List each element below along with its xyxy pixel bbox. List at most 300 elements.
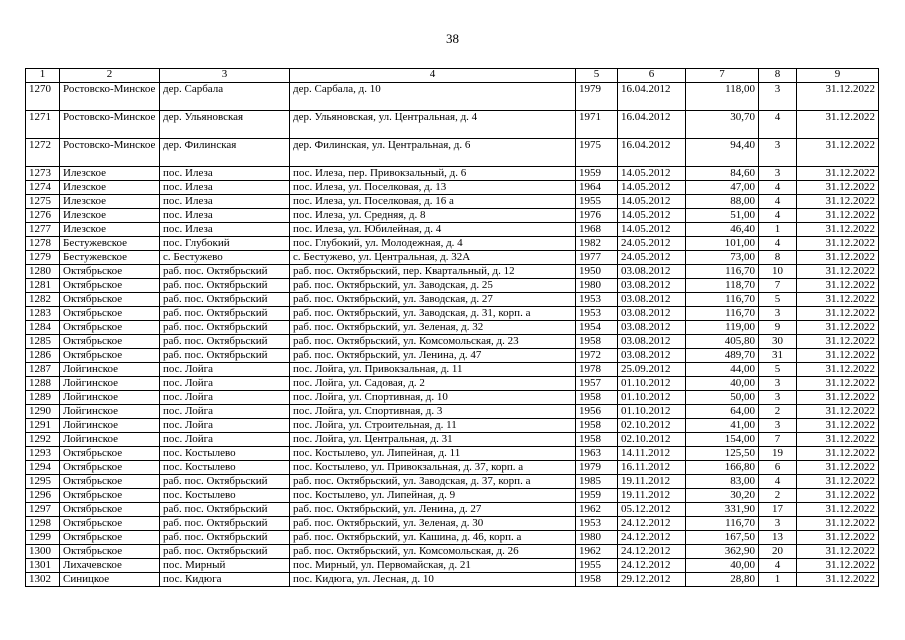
count-cell: 30 [759, 335, 797, 349]
row-number-cell: 1279 [26, 251, 60, 265]
date-cell: 14.05.2012 [618, 195, 686, 209]
date-cell: 16.04.2012 [618, 83, 686, 111]
settlement-cell: Лойгинское [60, 419, 160, 433]
table-row [26, 433, 879, 447]
table-row [26, 195, 879, 209]
column-number: 6 [618, 69, 686, 83]
settlement-cell: Лойгинское [60, 405, 160, 419]
address-cell: дер. Ульяновская, ул. Центральная, д. 4 [290, 111, 576, 139]
deadline-cell: 31.12.2022 [797, 293, 879, 307]
year-built-cell: 1953 [576, 517, 618, 531]
row-number-cell: 1283 [26, 307, 60, 321]
deadline-cell: 31.12.2022 [797, 391, 879, 405]
count-cell: 5 [759, 293, 797, 307]
year-built-cell: 1956 [576, 405, 618, 419]
deadline-cell: 31.12.2022 [797, 517, 879, 531]
year-built-cell: 1958 [576, 419, 618, 433]
settlement-cell: Илезское [60, 195, 160, 209]
date-cell: 03.08.2012 [618, 293, 686, 307]
count-cell: 10 [759, 265, 797, 279]
locality-cell: раб. пос. Октябрьский [160, 545, 290, 559]
year-built-cell: 1954 [576, 321, 618, 335]
date-cell: 14.05.2012 [618, 209, 686, 223]
row-number-cell: 1272 [26, 139, 60, 167]
row-number-cell: 1299 [26, 531, 60, 545]
count-cell: 4 [759, 111, 797, 139]
settlement-cell: Октябрьское [60, 293, 160, 307]
deadline-cell: 31.12.2022 [797, 349, 879, 363]
year-built-cell: 1962 [576, 503, 618, 517]
settlement-cell: Лихачевское [60, 559, 160, 573]
settlement-cell: Октябрьское [60, 349, 160, 363]
count-cell: 1 [759, 573, 797, 587]
address-cell: раб. пос. Октябрьский, ул. Заводская, д. 31, корп. а [290, 307, 576, 321]
row-number-cell: 1273 [26, 167, 60, 181]
area-cell: 51,00 [686, 209, 759, 223]
row-number-cell: 1270 [26, 83, 60, 111]
table-row [26, 391, 879, 405]
settlement-cell: Октябрьское [60, 307, 160, 321]
column-number: 8 [759, 69, 797, 83]
table-row [26, 335, 879, 349]
count-cell: 7 [759, 279, 797, 293]
address-cell: пос. Костылево, ул. Липейная, д. 11 [290, 447, 576, 461]
count-cell: 20 [759, 545, 797, 559]
year-built-cell: 1955 [576, 195, 618, 209]
address-cell: пос. Илеза, ул. Юбилейная, д. 4 [290, 223, 576, 237]
address-cell: раб. пос. Октябрьский, ул. Заводская, д. 27 [290, 293, 576, 307]
date-cell: 01.10.2012 [618, 391, 686, 405]
date-cell: 03.08.2012 [618, 349, 686, 363]
deadline-cell: 31.12.2022 [797, 195, 879, 209]
year-built-cell: 1975 [576, 139, 618, 167]
settlement-cell: Бестужевское [60, 237, 160, 251]
table-row [26, 461, 879, 475]
address-cell: пос. Лойга, ул. Спортивная, д. 3 [290, 405, 576, 419]
year-built-cell: 1959 [576, 489, 618, 503]
settlement-cell: Октябрьское [60, 335, 160, 349]
address-cell: пос. Лойга, ул. Садовая, д. 2 [290, 377, 576, 391]
locality-cell: раб. пос. Октябрьский [160, 475, 290, 489]
area-cell: 47,00 [686, 181, 759, 195]
row-number-cell: 1294 [26, 461, 60, 475]
date-cell: 03.08.2012 [618, 321, 686, 335]
date-cell: 14.05.2012 [618, 167, 686, 181]
settlement-cell: Лойгинское [60, 377, 160, 391]
date-cell: 19.11.2012 [618, 489, 686, 503]
area-cell: 101,00 [686, 237, 759, 251]
year-built-cell: 1980 [576, 531, 618, 545]
deadline-cell: 31.12.2022 [797, 489, 879, 503]
area-cell: 50,00 [686, 391, 759, 405]
table-row [26, 573, 879, 587]
area-cell: 40,00 [686, 559, 759, 573]
area-cell: 166,80 [686, 461, 759, 475]
area-cell: 119,00 [686, 321, 759, 335]
table-row [26, 503, 879, 517]
count-cell: 2 [759, 405, 797, 419]
area-cell: 331,90 [686, 503, 759, 517]
date-cell: 02.10.2012 [618, 433, 686, 447]
year-built-cell: 1958 [576, 573, 618, 587]
locality-cell: раб. пос. Октябрьский [160, 517, 290, 531]
count-cell: 5 [759, 363, 797, 377]
settlement-cell: Лойгинское [60, 363, 160, 377]
area-cell: 116,70 [686, 293, 759, 307]
address-cell: пос. Илеза, ул. Средняя, д. 8 [290, 209, 576, 223]
year-built-cell: 1953 [576, 293, 618, 307]
year-built-cell: 1985 [576, 475, 618, 489]
date-cell: 16.04.2012 [618, 111, 686, 139]
settlement-cell: Октябрьское [60, 279, 160, 293]
date-cell: 14.05.2012 [618, 223, 686, 237]
count-cell: 3 [759, 391, 797, 405]
deadline-cell: 31.12.2022 [797, 251, 879, 265]
locality-cell: раб. пос. Октябрьский [160, 335, 290, 349]
locality-cell: раб. пос. Октябрьский [160, 531, 290, 545]
settlement-cell: Илезское [60, 167, 160, 181]
locality-cell: пос. Илеза [160, 195, 290, 209]
count-cell: 3 [759, 419, 797, 433]
locality-cell: пос. Лойга [160, 405, 290, 419]
row-number-cell: 1296 [26, 489, 60, 503]
year-built-cell: 1979 [576, 461, 618, 475]
address-cell: дер. Филинская, ул. Центральная, д. 6 [290, 139, 576, 167]
address-cell: раб. пос. Октябрьский, пер. Квартальный, д. 12 [290, 265, 576, 279]
table-row [26, 307, 879, 321]
locality-cell: раб. пос. Октябрьский [160, 307, 290, 321]
deadline-cell: 31.12.2022 [797, 405, 879, 419]
locality-cell: пос. Лойга [160, 419, 290, 433]
count-cell: 31 [759, 349, 797, 363]
settlement-cell: Октябрьское [60, 447, 160, 461]
settlement-cell: Октябрьское [60, 489, 160, 503]
count-cell: 3 [759, 167, 797, 181]
year-built-cell: 1958 [576, 433, 618, 447]
table-row [26, 419, 879, 433]
year-built-cell: 1977 [576, 251, 618, 265]
column-number-row [26, 69, 879, 83]
settlement-cell: Ростовско-Минское [60, 139, 160, 167]
year-built-cell: 1953 [576, 307, 618, 321]
date-cell: 03.08.2012 [618, 279, 686, 293]
address-cell: раб. пос. Октябрьский, ул. Кашина, д. 46, корп. а [290, 531, 576, 545]
area-cell: 73,00 [686, 251, 759, 265]
date-cell: 29.12.2012 [618, 573, 686, 587]
address-cell: пос. Лойга, ул. Центральная, д. 31 [290, 433, 576, 447]
locality-cell: раб. пос. Октябрьский [160, 265, 290, 279]
count-cell: 2 [759, 489, 797, 503]
locality-cell: дер. Филинская [160, 139, 290, 167]
date-cell: 24.12.2012 [618, 531, 686, 545]
column-number: 1 [26, 69, 60, 83]
date-cell: 14.11.2012 [618, 447, 686, 461]
area-cell: 116,70 [686, 307, 759, 321]
deadline-cell: 31.12.2022 [797, 559, 879, 573]
settlement-cell: Лойгинское [60, 433, 160, 447]
settlement-cell: Октябрьское [60, 503, 160, 517]
year-built-cell: 1958 [576, 391, 618, 405]
deadline-cell: 31.12.2022 [797, 181, 879, 195]
row-number-cell: 1288 [26, 377, 60, 391]
table-body [26, 83, 879, 587]
locality-cell: пос. Лойга [160, 363, 290, 377]
area-cell: 88,00 [686, 195, 759, 209]
row-number-cell: 1302 [26, 573, 60, 587]
settlement-cell: Октябрьское [60, 461, 160, 475]
address-cell: пос. Глубокий, ул. Молодежная, д. 4 [290, 237, 576, 251]
locality-cell: пос. Илеза [160, 181, 290, 195]
area-cell: 84,60 [686, 167, 759, 181]
date-cell: 24.12.2012 [618, 545, 686, 559]
row-number-cell: 1298 [26, 517, 60, 531]
row-number-cell: 1287 [26, 363, 60, 377]
table-row [26, 517, 879, 531]
settlement-cell: Ростовско-Минское [60, 111, 160, 139]
area-cell: 40,00 [686, 377, 759, 391]
year-built-cell: 1962 [576, 545, 618, 559]
date-cell: 24.05.2012 [618, 251, 686, 265]
area-cell: 116,70 [686, 265, 759, 279]
year-built-cell: 1979 [576, 83, 618, 111]
settlement-cell: Илезское [60, 181, 160, 195]
count-cell: 3 [759, 307, 797, 321]
count-cell: 7 [759, 433, 797, 447]
row-number-cell: 1282 [26, 293, 60, 307]
year-built-cell: 1950 [576, 265, 618, 279]
row-number-cell: 1286 [26, 349, 60, 363]
area-cell: 30,20 [686, 489, 759, 503]
column-number: 3 [160, 69, 290, 83]
locality-cell: пос. Глубокий [160, 237, 290, 251]
count-cell: 8 [759, 251, 797, 265]
area-cell: 118,00 [686, 83, 759, 111]
year-built-cell: 1959 [576, 167, 618, 181]
date-cell: 24.05.2012 [618, 237, 686, 251]
deadline-cell: 31.12.2022 [797, 237, 879, 251]
count-cell: 4 [759, 237, 797, 251]
area-cell: 167,50 [686, 531, 759, 545]
column-number: 4 [290, 69, 576, 83]
deadline-cell: 31.12.2022 [797, 363, 879, 377]
deadline-cell: 31.12.2022 [797, 83, 879, 111]
table-row [26, 167, 879, 181]
settlement-cell: Октябрьское [60, 545, 160, 559]
year-built-cell: 1982 [576, 237, 618, 251]
count-cell: 4 [759, 195, 797, 209]
address-cell: дер. Сарбала, д. 10 [290, 83, 576, 111]
year-built-cell: 1980 [576, 279, 618, 293]
deadline-cell: 31.12.2022 [797, 475, 879, 489]
row-number-cell: 1274 [26, 181, 60, 195]
year-built-cell: 1963 [576, 447, 618, 461]
row-number-cell: 1289 [26, 391, 60, 405]
count-cell: 6 [759, 461, 797, 475]
table-row [26, 237, 879, 251]
date-cell: 25.09.2012 [618, 363, 686, 377]
count-cell: 13 [759, 531, 797, 545]
settlement-cell: Октябрьское [60, 321, 160, 335]
area-cell: 362,90 [686, 545, 759, 559]
year-built-cell: 1978 [576, 363, 618, 377]
locality-cell: дер. Ульяновская [160, 111, 290, 139]
count-cell: 4 [759, 475, 797, 489]
table-row [26, 321, 879, 335]
table-row [26, 279, 879, 293]
area-cell: 64,00 [686, 405, 759, 419]
table-row [26, 139, 879, 167]
row-number-cell: 1280 [26, 265, 60, 279]
address-cell: пос. Илеза, ул. Поселковая, д. 13 [290, 181, 576, 195]
count-cell: 4 [759, 209, 797, 223]
settlement-cell: Илезское [60, 223, 160, 237]
row-number-cell: 1271 [26, 111, 60, 139]
table-row [26, 377, 879, 391]
row-number-cell: 1291 [26, 419, 60, 433]
address-cell: пос. Костылево, ул. Привокзальная, д. 37, корп. а [290, 461, 576, 475]
table-row [26, 559, 879, 573]
deadline-cell: 31.12.2022 [797, 139, 879, 167]
locality-cell: раб. пос. Октябрьский [160, 503, 290, 517]
locality-cell: пос. Мирный [160, 559, 290, 573]
address-cell: раб. пос. Октябрьский, ул. Заводская, д. 37, корп. а [290, 475, 576, 489]
area-cell: 116,70 [686, 517, 759, 531]
area-cell: 118,70 [686, 279, 759, 293]
row-number-cell: 1284 [26, 321, 60, 335]
row-number-cell: 1297 [26, 503, 60, 517]
area-cell: 30,70 [686, 111, 759, 139]
deadline-cell: 31.12.2022 [797, 265, 879, 279]
table-row [26, 489, 879, 503]
count-cell: 3 [759, 83, 797, 111]
settlement-cell: Октябрьское [60, 517, 160, 531]
deadline-cell: 31.12.2022 [797, 279, 879, 293]
area-cell: 405,80 [686, 335, 759, 349]
table-row [26, 531, 879, 545]
column-number: 7 [686, 69, 759, 83]
address-cell: раб. пос. Октябрьский, ул. Зеленая, д. 30 [290, 517, 576, 531]
row-number-cell: 1277 [26, 223, 60, 237]
table-row [26, 447, 879, 461]
address-cell: пос. Кидюга, ул. Лесная, д. 10 [290, 573, 576, 587]
row-number-cell: 1276 [26, 209, 60, 223]
deadline-cell: 31.12.2022 [797, 545, 879, 559]
settlement-cell: Илезское [60, 209, 160, 223]
address-cell: раб. пос. Октябрьский, ул. Ленина, д. 27 [290, 503, 576, 517]
address-cell: раб. пос. Октябрьский, ул. Ленина, д. 47 [290, 349, 576, 363]
deadline-cell: 31.12.2022 [797, 461, 879, 475]
area-cell: 46,40 [686, 223, 759, 237]
locality-cell: пос. Лойга [160, 391, 290, 405]
row-number-cell: 1281 [26, 279, 60, 293]
address-cell: пос. Илеза, пер. Привокзальный, д. 6 [290, 167, 576, 181]
year-built-cell: 1958 [576, 335, 618, 349]
table-row [26, 293, 879, 307]
deadline-cell: 31.12.2022 [797, 447, 879, 461]
date-cell: 01.10.2012 [618, 405, 686, 419]
settlement-cell: Синицкое [60, 573, 160, 587]
year-built-cell: 1964 [576, 181, 618, 195]
locality-cell: пос. Илеза [160, 209, 290, 223]
date-cell: 03.08.2012 [618, 265, 686, 279]
address-cell: пос. Лойга, ул. Спортивная, д. 10 [290, 391, 576, 405]
area-cell: 28,80 [686, 573, 759, 587]
row-number-cell: 1278 [26, 237, 60, 251]
area-cell: 154,00 [686, 433, 759, 447]
deadline-cell: 31.12.2022 [797, 573, 879, 587]
area-cell: 83,00 [686, 475, 759, 489]
deadline-cell: 31.12.2022 [797, 111, 879, 139]
area-cell: 44,00 [686, 363, 759, 377]
address-cell: раб. пос. Октябрьский, ул. Комсомольская, д. 26 [290, 545, 576, 559]
settlement-cell: Ростовско-Минское [60, 83, 160, 111]
deadline-cell: 31.12.2022 [797, 419, 879, 433]
table-row [26, 265, 879, 279]
column-number: 2 [60, 69, 160, 83]
deadline-cell: 31.12.2022 [797, 167, 879, 181]
table-row [26, 181, 879, 195]
date-cell: 16.04.2012 [618, 139, 686, 167]
year-built-cell: 1972 [576, 349, 618, 363]
year-built-cell: 1955 [576, 559, 618, 573]
locality-cell: раб. пос. Октябрьский [160, 279, 290, 293]
table-row [26, 545, 879, 559]
table-row [26, 405, 879, 419]
locality-cell: раб. пос. Октябрьский [160, 349, 290, 363]
count-cell: 1 [759, 223, 797, 237]
table-row [26, 209, 879, 223]
date-cell: 03.08.2012 [618, 335, 686, 349]
table-row [26, 363, 879, 377]
locality-cell: пос. Илеза [160, 223, 290, 237]
locality-cell: дер. Сарбала [160, 83, 290, 111]
deadline-cell: 31.12.2022 [797, 223, 879, 237]
row-number-cell: 1292 [26, 433, 60, 447]
row-number-cell: 1290 [26, 405, 60, 419]
locality-cell: пос. Лойга [160, 433, 290, 447]
settlement-cell: Бестужевское [60, 251, 160, 265]
date-cell: 16.11.2012 [618, 461, 686, 475]
locality-cell: пос. Костылево [160, 461, 290, 475]
row-number-cell: 1293 [26, 447, 60, 461]
count-cell: 19 [759, 447, 797, 461]
row-number-cell: 1285 [26, 335, 60, 349]
locality-cell: раб. пос. Октябрьский [160, 293, 290, 307]
address-cell: пос. Мирный, ул. Первомайская, д. 21 [290, 559, 576, 573]
count-cell: 3 [759, 517, 797, 531]
count-cell: 4 [759, 559, 797, 573]
table-row [26, 83, 879, 111]
date-cell: 03.08.2012 [618, 307, 686, 321]
address-cell: пос. Илеза, ул. Поселковая, д. 16 а [290, 195, 576, 209]
deadline-cell: 31.12.2022 [797, 433, 879, 447]
table-row [26, 349, 879, 363]
area-cell: 41,00 [686, 419, 759, 433]
deadline-cell: 31.12.2022 [797, 209, 879, 223]
area-cell: 94,40 [686, 139, 759, 167]
row-number-cell: 1300 [26, 545, 60, 559]
address-cell: раб. пос. Октябрьский, ул. Зеленая, д. 32 [290, 321, 576, 335]
column-number: 9 [797, 69, 879, 83]
locality-cell: пос. Костылево [160, 489, 290, 503]
year-built-cell: 1968 [576, 223, 618, 237]
area-cell: 489,70 [686, 349, 759, 363]
table-row [26, 251, 879, 265]
deadline-cell: 31.12.2022 [797, 307, 879, 321]
date-cell: 19.11.2012 [618, 475, 686, 489]
deadline-cell: 31.12.2022 [797, 503, 879, 517]
date-cell: 24.12.2012 [618, 517, 686, 531]
